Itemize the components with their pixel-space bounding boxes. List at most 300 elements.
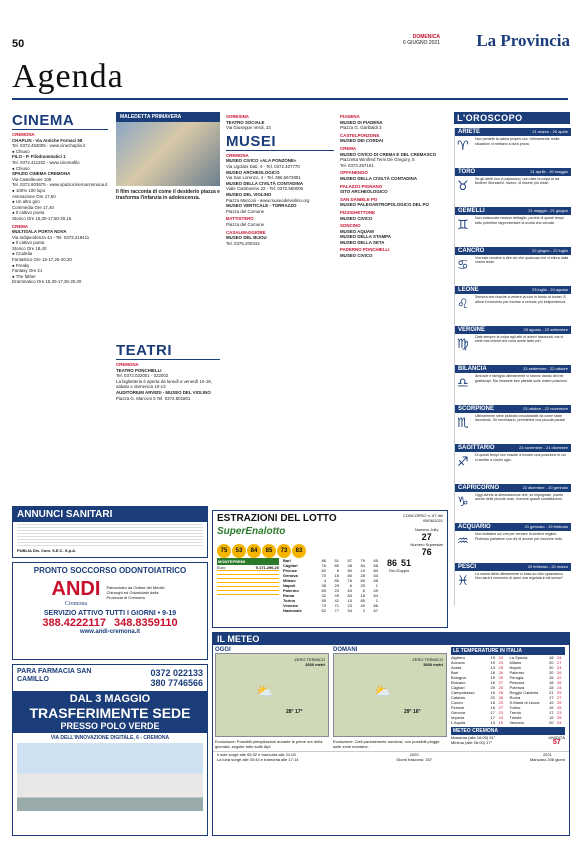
cinema-line: ● 100% 100 lupo <box>12 187 46 193</box>
musei-line: CASALMAGGIORE <box>226 229 266 235</box>
sign-leone <box>455 286 571 312</box>
musei-line: Piazza Marconi - www.museodelviolino.org <box>226 197 310 203</box>
musei-list <box>226 158 334 246</box>
city-max: 24 <box>498 660 503 665</box>
sign-text: Amicizie e famiglia ultimamente vi stanno dando dei bei grattacapi. Ma rimanete ben piantati sulle vostre posizioni. <box>475 374 568 383</box>
lotto-ball: 85 <box>262 544 276 558</box>
city-max: 24 <box>498 715 503 720</box>
sign-scorpione <box>455 405 571 431</box>
sign-name: CANCRO <box>458 247 485 254</box>
city-min: 19 <box>490 660 495 665</box>
city-min: 19 <box>549 715 554 720</box>
city-max: 22 <box>557 675 562 680</box>
page-number: 50 <box>12 38 25 50</box>
sign-name: PESCI <box>458 563 477 570</box>
city-max: 27 <box>498 680 503 685</box>
zodiac-gemelli-icon: ♊ <box>457 218 469 233</box>
wheel-number: 86 <box>321 558 326 563</box>
musei2-line: Piazza G. Garibaldi 3 <box>340 125 382 131</box>
farmacia-address: VIA DELL'INNOVAZIONE DIGITALE, 6 - CREMONA <box>50 735 170 741</box>
lotto-ball: 53 <box>232 544 246 558</box>
city-max: 27 <box>557 695 562 700</box>
zodiac-sagittario-icon: ♐ <box>457 455 469 470</box>
zodiac-pesci-icon: ♓ <box>457 573 469 589</box>
farmacia-building-photo <box>17 743 203 811</box>
sign-text: Ultimamente siete piuttosto insoddisfatti da come state lavorando. Se necessario, prendetevi una piccola pausa! <box>475 413 566 423</box>
sign-name: ARIETE <box>458 129 481 135</box>
cinema-section <box>12 112 108 502</box>
teatri-line: TEATRO PONCHIELLI <box>116 367 162 373</box>
sign-header <box>455 484 571 492</box>
cinema-line: Via Castelleone 108 <box>12 176 52 182</box>
sign-ariete <box>455 128 571 154</box>
wheel-number: 89 <box>334 563 339 568</box>
sign-header <box>455 326 571 334</box>
andi-title: PRONTO SOCCORSO ODONTOIATRICO <box>33 566 187 575</box>
wheel-number: 85 <box>360 598 365 603</box>
days-left: Mancano 208 giorni <box>529 757 565 762</box>
city-name: Palermo <box>509 670 525 675</box>
city-min: 19 <box>490 675 495 680</box>
city-name: Bologna <box>451 675 466 680</box>
city-min: 18 <box>490 670 495 675</box>
musei-line: Piazza del Comune <box>226 221 265 227</box>
city-max: 24 <box>498 655 503 660</box>
oroscopo-heading: L'OROSCOPO <box>454 112 570 124</box>
musei2-section <box>340 112 448 502</box>
lotto-balls <box>217 539 307 558</box>
city-min: 13 <box>490 720 495 725</box>
cinema-line: Storico Ore 15,30-17,50-20,15 <box>12 215 72 221</box>
wheel-name: Palermo <box>283 588 299 593</box>
city-name: Perugia <box>509 675 524 680</box>
city-name: Pescara <box>509 680 525 685</box>
city-name: Firenze <box>451 705 465 710</box>
cinema-line: ● Freaky <box>12 262 30 268</box>
city-max: 23 <box>498 710 503 715</box>
sign-header <box>455 207 571 215</box>
city-min: 15 <box>490 690 495 695</box>
wheel-number: 70 <box>321 573 326 578</box>
wheel-number: 55 <box>321 598 326 603</box>
cinema-line: ● Crudelia <box>12 251 33 257</box>
wheel-number: 71 <box>334 603 339 608</box>
city-name: Genova <box>451 710 466 715</box>
sign-text: Non buttatevi sul che per cercare di sentirvi migliori. Piuttosto parlatene con chi di dovere per risolvere tutto. <box>475 532 563 541</box>
city-name: Trento <box>509 710 521 715</box>
cinema-line: Tel. 0372.453005 - www.cinechaplin.it <box>12 143 86 149</box>
oroscopo-list <box>454 128 570 606</box>
meteo-tomorrow-label: DOMANI <box>333 647 358 653</box>
sign-header <box>455 444 571 452</box>
sign-cancro <box>455 247 571 273</box>
temp-min: Minima (alle 06:00) 17° <box>451 740 493 745</box>
city-max: 26 <box>498 690 503 695</box>
oroscopo-section <box>454 112 570 126</box>
wheel-name: Cagliari <box>283 563 298 568</box>
musei2-list <box>340 120 448 259</box>
city-name: Campobasso <box>451 690 475 695</box>
lotto-ball: 73 <box>277 544 291 558</box>
city-min: 21 <box>549 690 554 695</box>
wheel-number: 65 <box>321 588 326 593</box>
musei-line: MUSEO CIVICO «ALA PONZONE» <box>226 158 297 164</box>
zodiac-capricorno-icon: ♑ <box>457 494 469 510</box>
wheel-name: Bari <box>283 558 291 563</box>
wheel-name: Nazionale <box>283 608 302 613</box>
lotto-wheels <box>283 558 383 613</box>
musei2-line: SONCINO <box>340 223 361 229</box>
city-row <box>451 720 507 725</box>
superstar-label: Numero Superstar <box>410 542 443 547</box>
sign-name: SCORPIONE <box>458 405 495 412</box>
film-feature <box>116 112 220 342</box>
city-max: 26 <box>557 670 562 675</box>
wheel-number: 88 <box>373 603 378 608</box>
andi-patron: Patrocinato da Ordine dei Medici Chirurghi ed Odontoiatri della Provincia di Cremona <box>106 585 165 600</box>
city-name: L'Aquila <box>451 720 466 725</box>
musei2-line: MUSEO CIVICO <box>340 253 373 259</box>
musei-line: MUSEO ARCHEOLOGICO <box>226 169 280 175</box>
city-name: Ancona <box>451 660 465 665</box>
city-max: 25 <box>557 700 562 705</box>
sign-text: Vorreste rendere a dire ciò che qualcosa che vi sfiora dalla vostra testa. <box>475 255 569 265</box>
teatri-town: CREMONA <box>116 362 139 367</box>
days-passed: Giorni trascorsi: 157 <box>396 757 433 762</box>
city-max: 24 <box>557 720 562 725</box>
sign-dates: 23 luglio - 24 agosto <box>531 287 568 292</box>
musei2-line: MUSEO CIVICO <box>340 215 373 221</box>
city-min: 18 <box>549 655 554 660</box>
musei-line: BATTISTERO <box>226 216 254 222</box>
wheel-number: 49 <box>373 588 378 593</box>
sign-dates: 25 agosto - 22 settembre <box>523 326 568 332</box>
cities-list-1 <box>451 655 507 725</box>
sanitari-sub: PUBLIA Div. Com. S.E.C. S.p.A. <box>17 548 77 553</box>
wheel-number: 15 <box>334 573 339 578</box>
wheel-number: 80 <box>347 568 352 573</box>
sign-name: TORO <box>458 168 476 175</box>
sign-dates: 20 febbraio - 20 marzo <box>527 563 568 569</box>
sign-header <box>455 247 571 255</box>
sign-sagittario <box>455 444 571 470</box>
city-name: Potenza <box>509 685 525 690</box>
sign-name: BILANCIA <box>458 366 487 372</box>
humidity: 57 <box>552 739 561 746</box>
city-max: 24 <box>557 665 562 670</box>
city-name: Cuneo <box>451 700 463 705</box>
cinema-line: FILO - P. Filodrammatici 1 <box>12 154 66 160</box>
wheel-number: 4 <box>323 578 326 583</box>
city-min: 20 <box>490 695 495 700</box>
sign-text: Oggi avrete la dimostrazione che, se impegnate, potete anche delle piccole cose, ricevere grandi soddisfazioni. <box>475 492 564 502</box>
cities-list-2 <box>510 655 566 725</box>
ad-andi <box>12 562 208 660</box>
farmacia-sub: PRESSO POLO VERDE <box>60 721 160 731</box>
sign-name: VERGINE <box>458 326 486 333</box>
sign-name: LEONE <box>458 287 479 293</box>
sign-toro <box>455 168 571 194</box>
farmacia-name: PARA FARMACIA SAN CAMILLO <box>17 668 92 683</box>
musei2-line: CASTELPONZONE <box>340 132 380 138</box>
masthead: La Provincia <box>476 31 570 50</box>
doppio-number: 51 <box>401 558 412 568</box>
sign-header <box>455 523 571 531</box>
wheel-number: 82 <box>321 568 326 573</box>
cinema-line: ● Chiuso <box>12 165 30 171</box>
city-max: 19 <box>498 720 503 725</box>
city-min: 15 <box>549 675 554 680</box>
city-max: 29 <box>498 675 503 680</box>
city-min: 16 <box>490 680 495 685</box>
city-name: Roma <box>509 695 521 700</box>
sun-cloud-icon: ⛅ <box>256 684 274 700</box>
sign-pesci <box>455 563 571 589</box>
wheel-name: Napoli <box>283 583 296 588</box>
sign-header <box>455 563 571 571</box>
city-name: Bolzano <box>451 680 466 685</box>
cinema-line: Storico Ore 18,40 <box>12 245 47 251</box>
meteo-section: IL METEO OGGI ZERO TERMICO 3300 metri ⛅ 28° 17° Evoluzione: Possibili precipitazioni durante le prime ore della giornata, seguite tutto sulle Alpi. DOMANI ZERO TERMICO 3300 metri ⛅ 29° 16° Evoluzione: Cieli parzialmente nuvolosi, con possibili piogge sulle zone montane. LE TEMPERATURE IN ITALIA Alghero 19 24 Ancona 19 24 Aosta 13 25 Bari 18 26 Bologna 19 29 Bolzano 16 27 Cagliari 20 25 Campobasso 15 26 Catania 20 26 Cuneo 16 23 Firenze 16 27 Genova 17 23 Imperia 17 24 L'Aquila 13 19 La Spezia 18 24 Milano 20 27 Napoli 20 24 Palermo 20 26 Perugia 15 22 Pescara 18 26 Potenza 15 24 Reggio Calabria 21 25 Roma 17 27 S.Maria di Leuca 19 25 Torino 19 25 Trento 17 23 Trieste 19 25 Venezia 20 24 METEO CREMONA Massima (alle 16:00) 31° Minima (alle 06:00) 17° UMIDITÀ 57 Il sole sorge alle 05:32 e tramonta alle 21:05 La luna sorge alle 03:44 e tramonta alle 17:14 2020 Giorni trascorsi: 157 2021 Mancano 208 giorni <box>212 632 570 836</box>
cinema-line: Commedia Ore 17,40 <box>12 204 54 210</box>
musei2-line: PIZZIGHETTONE <box>340 209 376 215</box>
sign-text: Non traiscurate nessun dettaglio, perché di questi tempi tutto potrebbe rappresentare la svolta che cercate. <box>475 216 564 225</box>
wheel-number: 83 <box>360 578 365 583</box>
sun-cloud-icon: ⛅ <box>374 684 392 700</box>
musei2-line: Piazzetta Winifred Terni De Gregory, 5 <box>340 157 415 163</box>
city-max: 24 <box>557 655 562 660</box>
cinema-line: Tel. 0372.411252 - www.cinemafilo <box>12 159 80 165</box>
musei-line: Tel. 0375.200344 <box>226 240 260 246</box>
meteo-today-label: OGGI <box>215 647 231 653</box>
wheel-number: 54 <box>347 608 352 613</box>
city-name: Venezia <box>509 720 524 725</box>
city-name: Bari <box>451 670 459 675</box>
wheel-number: 83 <box>347 593 352 598</box>
cinema-town: CREMA <box>12 223 29 229</box>
sign-dates: 21 gennaio - 19 febbraio <box>524 524 568 529</box>
musei2-line: SITO ARCHEOLOGICO <box>340 189 388 195</box>
wheel-number: 48 <box>347 563 352 568</box>
teatri-heading: TEATRI <box>116 342 220 360</box>
page-title: Agenda <box>12 58 124 95</box>
wheel-number: 29 <box>334 583 339 588</box>
city-min: 17 <box>490 710 495 715</box>
sign-dates: 21 marzo - 20 aprile <box>532 129 568 134</box>
wheel-number: 1 <box>375 598 378 603</box>
wheel-number: 63 <box>347 588 352 593</box>
wheel-number: 23 <box>334 588 339 593</box>
meteo-title: IL METEO <box>213 633 569 645</box>
musei2-line: CREMA <box>340 145 357 151</box>
city-max: 27 <box>498 705 503 710</box>
musei2-line: Tel. 0373.257161 <box>340 162 374 168</box>
sanitari-title: ANNUNCI SANITARI <box>13 507 207 522</box>
wheel-number: 23 <box>347 603 352 608</box>
sign-vergine <box>455 326 571 352</box>
cinema-line: MULTISALA PORTA NOVA <box>12 229 67 235</box>
wheel-number: 32 <box>321 593 326 598</box>
andi-city: Cremona <box>64 601 87 607</box>
andi-phone1[interactable]: 388.4222117 <box>42 617 106 629</box>
cremona-title: METEO CREMONA <box>451 727 565 735</box>
musei2-line: PALAZZO PIGNANO <box>340 183 383 189</box>
wheel-number: 67 <box>373 608 378 613</box>
city-name: Catania <box>451 695 465 700</box>
musei2-line: MUSEO AQUAM <box>340 228 374 234</box>
wheel-number: 42 <box>334 598 339 603</box>
city-max: 26 <box>557 680 562 685</box>
ad-sanitari <box>12 506 208 558</box>
title-rule <box>12 98 568 100</box>
city-name: Imperia <box>451 715 465 720</box>
sign-header <box>455 405 571 413</box>
cinema-line: ● Il cattivo poeta <box>12 210 45 216</box>
cinema-line: Via Indipendenza 44 - Tel. 0373.218411 <box>12 234 90 240</box>
wheel-number: 76 <box>347 578 352 583</box>
musei-line: MUSEO DEL VIOLINO <box>226 191 272 197</box>
zodiac-ariete-icon: ♈ <box>457 139 469 154</box>
sign-acquario <box>455 523 571 549</box>
city-name: Trieste <box>509 715 522 720</box>
sign-text: Se gli attriti non vi capiscono, non date la colpa al sol fiedere! Sforzatevi, invece, di essere più chiari. <box>475 176 560 186</box>
lotto-section: ESTRAZIONI DEL LOTTO CONCORSO n. 67 del 05/06/2021 SuperEnalotto 75 53 84 85 73 83 Numero Jolly 27 Numero Superstar 76 MONTEPREMI Euro 5.171.296,20 Bari 86 51 57 79 65 Cagliari 76 89 48 54 68 Firenze 82 6 80 10 84 Genova 70 15 80 28 64 Milano 4 85 76 83 68 Napoli 38 29 6 25 1 Palermo 65 23 63 6 49 Roma 32 49 83 18 64 Torino 55 42 10 85 1 Venezia 73 71 23 49 88 Nazionale 62 77 54 2 67 86 51 Oro Doppio <box>212 510 448 628</box>
city-name: Cagliari <box>451 685 465 690</box>
andi-phone2[interactable]: 348.8359110 <box>114 617 178 629</box>
sign-gemelli <box>455 207 571 233</box>
sign-header <box>455 168 571 176</box>
zodiac-scorpione-icon: ♏ <box>457 415 469 431</box>
moon-times: La luna sorge alle 03:44 e tramonta alle 17:14 <box>217 757 299 762</box>
wheel-number: 80 <box>347 573 352 578</box>
musei2-line: OFFANENGO <box>340 170 368 176</box>
jolly-label: Numero Jolly <box>414 527 439 532</box>
teatri-line: AUDITORIUM ARVEDI - MUSEO DEL VIOLINO <box>116 389 211 395</box>
city-max: 25 <box>557 715 562 720</box>
cinema-line: CHAPLIN - Via Antiche Fornaci 58 <box>12 137 83 143</box>
wheel-number: 25 <box>360 583 365 588</box>
musei2-line: MUSEO PALEOANTROPOLOGICO DEL PO <box>340 202 429 208</box>
lotto-concorso: CONCORSO n. 67 del 05/06/2021 <box>402 513 443 523</box>
city-name: Torino <box>509 705 521 710</box>
musei2-line: MUSEO DI PIADENA <box>340 119 383 125</box>
teatri-line: Tel. 0372.022001 - 022002 <box>116 373 169 379</box>
wheel-number: 76 <box>321 563 326 568</box>
farmacia-phone2[interactable]: 380 7746566 <box>150 678 203 688</box>
cinema-line: Drammatico Ore 15,30-17,35-20,30 <box>12 279 82 285</box>
wheel-name: Milano <box>283 578 296 583</box>
city-name: S.Maria di Leuca <box>509 700 540 705</box>
city-max: 25 <box>498 665 503 670</box>
wheel-number: 62 <box>321 608 326 613</box>
cinema-line: Tel. 0372.803675 - www.spaziocinemacremona.it <box>12 182 108 188</box>
sign-header <box>455 365 571 373</box>
wheel-number: 10 <box>360 568 365 573</box>
city-min: 16 <box>490 705 495 710</box>
wheel-name: Firenze <box>283 568 298 573</box>
jolly-number: 27 <box>421 532 432 542</box>
sign-name: SAGITTARIO <box>458 445 495 451</box>
farmacia-date: DAL 3 MAGGIO <box>69 693 151 705</box>
wheel-number: 6 <box>362 588 365 593</box>
wheel-name: Roma <box>283 593 295 598</box>
cinema-line: SPAZIO CINEMA CREMONA <box>12 171 71 177</box>
cinema-line: ● The father <box>12 273 36 279</box>
wheel-number: 85 <box>334 578 339 583</box>
sign-dates: 21 aprile - 20 maggio <box>530 168 568 174</box>
cinema-line: Animazione Ore 17,50 <box>12 193 56 199</box>
wheel-number: 64 <box>373 573 378 578</box>
city-min: 20 <box>549 670 554 675</box>
musei-line: Viale Cambonino 22 - Tel. 0372.560005 <box>226 186 303 192</box>
temp-max: Massima (alle 16:00) 31° <box>451 735 496 740</box>
city-min: 20 <box>490 685 495 690</box>
city-min: 18 <box>549 680 554 685</box>
temps-title: LE TEMPERATURE IN ITALIA <box>451 647 565 655</box>
cinema-town: CREMONA <box>12 132 35 137</box>
musei-line: Via San Lorenzo, 4 - Tel. 366.6673881 <box>226 175 301 181</box>
ad-farmacia <box>12 664 208 836</box>
wheel-number: 68 <box>373 563 378 568</box>
wheel-number: 73 <box>321 603 326 608</box>
temp-today: 28° 17° <box>286 709 303 715</box>
wheel-number: 6 <box>336 568 339 573</box>
city-min: 20 <box>549 720 554 725</box>
musei2-line: MUSEO DELLA SETA <box>340 239 385 245</box>
teatri-section <box>116 342 220 502</box>
sign-dates: 23 settembre - 22 ottobre <box>523 366 568 371</box>
andi-web[interactable]: www.andi-cremona.it <box>79 629 141 635</box>
wheel-number: 68 <box>373 578 378 583</box>
city-min: 19 <box>490 655 495 660</box>
sign-text: La vostra dieta ultimamente si basa su cibo spazzatura. Non sarà il momento di darsi una regolata in tal senso? <box>475 571 564 581</box>
sign-text: Sembra che riuscite a vedere la luce in fondo al tunnel. È allora il momento per iniziare a cercare più indipendenza. <box>475 295 567 304</box>
wheel-number: 57 <box>347 558 352 563</box>
city-max: 23 <box>557 710 562 715</box>
city-min: 13 <box>490 665 495 670</box>
farmacia-phone1[interactable]: 0372 022133 <box>150 668 203 678</box>
musei2-line: MUSEO DELLA CIVILTÀ CONTADINA <box>340 175 417 181</box>
teatri-line: La biglietteria è aperta da lunedì a venerdì 10-18, sabato e domenica 10-13 <box>116 378 212 390</box>
musei-town: CREMONA <box>226 152 249 158</box>
city-min: 17 <box>549 710 554 715</box>
musei-section: SORESINA TEATRO SOCIALE Via Giuseppe Verdi, 23 MUSEI CREMONA MUSEO CIVICO «ALA PONZONE» Via Ugolani Dati, 4 - Tel. 0372.407770 MUSEO ARCHEOLOGICO Via San Lorenzo, 4 - Tel. 366.6673881 MUSEO DELLA CIVILTÀ CONTADINA Viale Cambonino 22 - Tel. 0372.560005 MUSEO DEL VIOLINO Piazza Marconi - www.museodelviolino.org MUSEO VERTICALE - TORRAZZO Piazza del Comune BATTISTERO Piazza del Comune CASALMAGGIORE MUSEO DEL BIJOU Tel. 0375.200344 <box>226 112 334 502</box>
city-name: La Spezia <box>509 655 528 660</box>
sun-times: Il sole sorge alle 05:32 e tramonta alle 21:05 <box>217 752 296 757</box>
wheel-number: 28 <box>360 573 365 578</box>
sign-text: Non perdete la calma proprio ora. Ultimamente molte situazioni vi mettono a dura prova. <box>475 137 560 146</box>
sign-name: ACQUARIO <box>458 524 491 530</box>
wheel-number: 51 <box>334 558 339 563</box>
sign-dates: 22 dicembre - 20 gennaio <box>522 484 568 490</box>
lotto-ball: 75 <box>217 544 231 558</box>
city-min: 19 <box>549 700 554 705</box>
sign-header <box>455 128 571 136</box>
oro-number: 86 <box>387 558 398 568</box>
andi-service: SERVIZIO ATTIVO TUTTI I GIORNI • 9-19 <box>43 610 177 617</box>
sign-text: Di questi tempi non riuscite a trovare una posizione in cui vi sentite a vostro agio. <box>475 453 566 462</box>
sanitari-fineprint <box>17 524 203 546</box>
musei2-line: MUSEO DEI CORDAI <box>340 138 384 144</box>
city-max: 27 <box>557 660 562 665</box>
city-max: 24 <box>557 685 562 690</box>
city-name: Aosta <box>451 665 462 670</box>
farmacia-head: TRASFERIMENTE SEDE <box>29 705 191 721</box>
wheel-number: 65 <box>373 558 378 563</box>
cinema-line: ● Chiuso <box>12 148 30 154</box>
wheel-number: 2 <box>362 608 365 613</box>
zodiac-cancro-icon: ♋ <box>457 257 469 273</box>
